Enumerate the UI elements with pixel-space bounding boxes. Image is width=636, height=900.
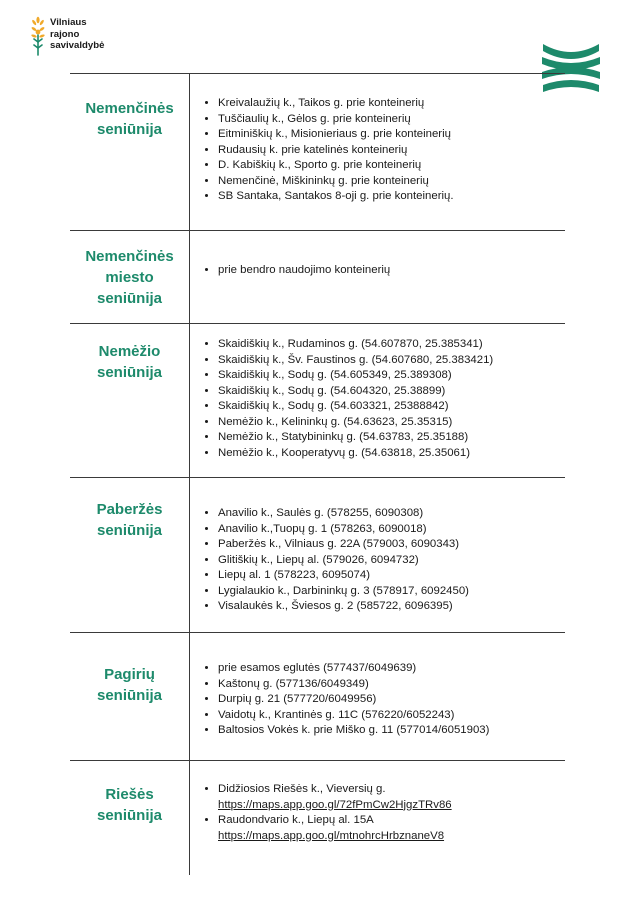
list-item: • Rudausių k. prie katelinės konteinerių (218, 143, 454, 159)
map-link[interactable]: https://maps.app.goo.gl/72fPmCw2HjgzTRv86 (218, 798, 452, 811)
list-item: • prie esamos eglutės (577437/6049639) (218, 661, 489, 677)
municipality-name-line: savivaldybė (50, 40, 105, 51)
list-item: • Nemėžio k., Statybininkų g. (54.63783, 25.35188) (218, 430, 493, 446)
section-name-line: Paberžės (96, 501, 163, 518)
list-item: • Visalaukės k., Šviesos g. 2 (585722, 6096395) (218, 599, 469, 615)
municipality-logo (31, 16, 141, 58)
list-item: • Skaidiškių k., Sodų g. (54.605349, 25.389308) (218, 368, 493, 384)
section-name-line: Nemenčinės (85, 100, 174, 117)
section-name-line: seniūnija (96, 687, 163, 704)
section-name-line: seniūnija (96, 522, 163, 539)
list-item: • D. Kabiškių k., Sporto g. prie konteinerių (218, 158, 454, 174)
row-divider (70, 477, 565, 478)
map-link[interactable]: https://maps.app.goo.gl/mtnohrcHrbznaneV8 (218, 829, 445, 842)
section-name-line: seniūnija (96, 364, 163, 381)
list-item: • Paberžės k., Vilniaus g. 22A (579003, 6090343) (218, 537, 469, 553)
list-item: • Skaidiškių k., Šv. Faustinos g. (54.607680, 25.383421) (218, 353, 493, 369)
list-item: • SB Santaka, Santakos 8-oji g. prie konteinerių. (218, 189, 454, 205)
list-item (218, 782, 452, 813)
list-item (218, 813, 452, 844)
row-divider (70, 760, 565, 761)
list-item: • Liepų al. 1 (578223, 6095074) (218, 568, 469, 584)
section-name-line: Nemėžio (98, 343, 161, 360)
list-item: • prie bendro naudojimo konteinerių (218, 263, 390, 279)
municipality-name (50, 17, 104, 52)
list-item: • Nemėžio k., Kelininkų g. (54.63623, 25.35315) (218, 415, 493, 431)
list-item-text: Raudondvario k., Liepų al. 15A (218, 814, 374, 826)
location-list (205, 506, 469, 615)
list-item: • Durpių g. 21 (577720/6049956) (218, 692, 489, 708)
list-item: • Eitminiškių k., Misionieriaus g. prie konteinerių (218, 127, 454, 143)
location-list (205, 263, 390, 279)
list-item: • Skaidiškių k., Sodų g. (54.603321, 25388842) (218, 399, 493, 415)
section-name (70, 341, 189, 383)
list-item: • Lygialaukio k., Darbininkų g. 3 (578917, 6092450) (218, 584, 469, 600)
row-divider (70, 632, 565, 633)
municipality-name-line: Vilniaus (50, 17, 87, 28)
row-divider (70, 230, 565, 231)
list-item: • Skaidiškių k., Rudaminos g. (54.607870, 25.385341) (218, 337, 493, 353)
list-item: • Nemėžio k., Kooperatyvų g. (54.63818, 25.35061) (218, 446, 493, 462)
section-name (70, 499, 189, 541)
section-name (70, 664, 189, 706)
list-item: • Glitiškių k., Liepų al. (579026, 6094732) (218, 553, 469, 569)
location-list (205, 782, 452, 844)
list-item: • Baltosios Vokės k. prie Miško g. 11 (577014/6051903) (218, 723, 489, 739)
section-name-line: seniūnija (96, 121, 163, 138)
row-divider (70, 323, 565, 324)
list-item: • Vaidotų k., Krantinės g. 11C (576220/6052243) (218, 708, 489, 724)
stacked-waves-icon (540, 42, 602, 94)
section-name-line: seniūnija (96, 290, 163, 307)
list-item: • Nemenčinė, Miškininkų g. prie konteinerių (218, 174, 454, 190)
section-name (70, 246, 189, 309)
section-name-line: seniūnija (96, 807, 163, 824)
location-list (205, 661, 489, 739)
section-name (70, 98, 189, 140)
section-name-line: Riešės (105, 786, 154, 803)
location-list (205, 337, 493, 461)
table-top-rule (70, 73, 565, 74)
section-name (70, 784, 189, 826)
list-item-text: Didžiosios Riešės k., Vieversių g. (218, 783, 386, 795)
list-item: • Tuščiaulių k., Gėlos g. prie konteinerių (218, 112, 454, 128)
list-item: • Anavilio k.,Tuopų g. 1 (578263, 6090018) (218, 522, 469, 538)
column-divider (189, 73, 190, 875)
list-item: • Anavilio k., Saulės g. (578255, 6090308) (218, 506, 469, 522)
wheat-sun-icon (31, 16, 45, 56)
section-name-line: Pagirių (104, 666, 155, 683)
list-item: • Kaštonų g. (577136/6049349) (218, 677, 489, 693)
municipality-name-line: rajono (50, 28, 80, 40)
section-name-line: Nemenčinės (85, 248, 174, 265)
list-item: • Skaidiškių k., Sodų g. (54.604320, 25.38899) (218, 384, 493, 400)
section-name-line: miesto (105, 269, 154, 286)
list-item: • Kreivalaužių k., Taikos g. prie konteinerių (218, 96, 454, 112)
location-list (205, 96, 454, 205)
